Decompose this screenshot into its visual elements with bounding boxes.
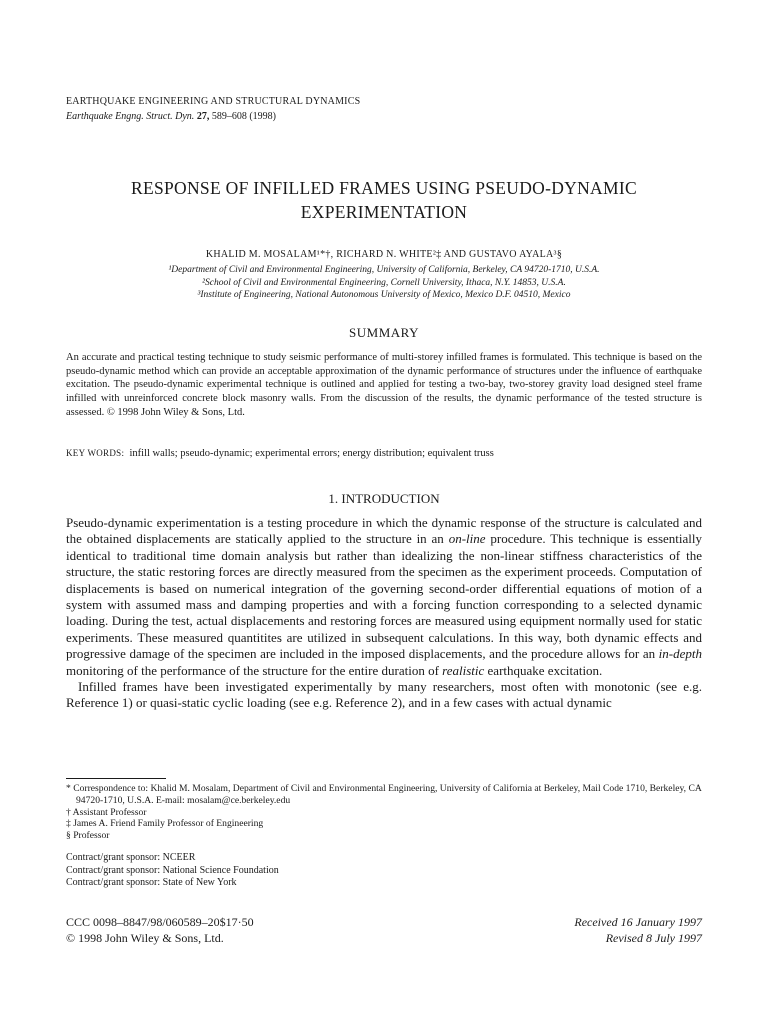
- introduction-body: [66, 515, 702, 712]
- sponsor: Contract/grant sponsor: State of New York: [66, 877, 237, 888]
- keywords-text: infill walls; pseudo-dynamic; experimental errors; energy distribution; equivalent truss: [129, 448, 494, 459]
- revised-date: Revised 8 July 1997: [605, 931, 702, 945]
- received-date: Received 16 January 1997: [574, 915, 702, 929]
- paragraph-text: procedure. This technique is essentially identical to traditional time domain analysis but rather than idealizing the non-linear stiffness characteristics of the structure, the static restoring forces are directly measured from the specimen as the experiment proceeds. Computation of displacements is based on numerical integration of the governing second-order differential equations of motion of a system with assumed mass and damping properties and with a forcing function corresponding to a selected dynamic loading. During the test, actual displacements and restoring forces are measured using equipment normally used for static experiments. These measured quantitites are utilized in subsequent calculations. In this way, both dynamic effects and progressive damage of the specimen are included in the imposed displacements, and the procedure allows for an: [66, 531, 702, 662]
- paper-page: [66, 0, 702, 1024]
- affiliation: ²School of Civil and Environmental Engineering, Cornell University, Ithaca, N.Y. 14853, U.S.A.: [202, 277, 566, 288]
- keywords-label: KEY WORDS:: [66, 448, 125, 458]
- footnotes: [66, 783, 702, 842]
- emphasis-text: on-line: [448, 531, 486, 547]
- ccc-code: CCC 0098–8847/98/060589–20$17·50: [66, 915, 254, 929]
- author-list: KHALID M. MOSALAM¹*†, RICHARD N. WHITE²‡ AND GUSTAVO AYALA³§: [205, 249, 563, 260]
- sponsor: Contract/grant sponsor: National Science Foundation: [66, 864, 279, 876]
- footnote: § Professor: [66, 830, 110, 842]
- footnote: † Assistant Professor: [66, 806, 147, 818]
- paragraph: Infilled frames have been investigated experimentally by many researchers, most often with monotonic (see e.g. Reference 1) or quasi-static cyclic loading (see e.g. Reference 2), and in a few cases with actual dynamic: [66, 679, 702, 711]
- affiliations: [66, 264, 702, 302]
- footnote-divider: [66, 778, 166, 779]
- sponsor-list: [66, 852, 702, 890]
- citation-volume: 27,: [196, 111, 210, 122]
- section-heading-introduction: 1. INTRODUCTION: [328, 491, 440, 506]
- paragraph: [66, 515, 702, 679]
- footnote: ‡ James A. Friend Family Professor of Engineering: [66, 818, 264, 830]
- paragraph-text: earthquake excitation.: [484, 662, 603, 678]
- footnote: * Correspondence to: Khalid M. Mosalam, Department of Civil and Environmental Engineering, University of California at Berkeley, Mail Code 1710, Berkeley, CA 94720-1710, U.S.A. E-mail: mosalam@ce.berkeley.edu: [66, 783, 702, 806]
- affiliation: ³Institute of Engineering, National Autonomous University of Mexico, Mexico D.F. 04510, Mexico: [197, 290, 571, 300]
- sponsor: Contract/grant sponsor: NCEER: [66, 852, 196, 863]
- citation-pages: 589–608 (1998): [211, 111, 276, 122]
- journal-name: EARTHQUAKE ENGINEERING AND STRUCTURAL DYNAMICS: [66, 96, 361, 107]
- paragraph-text: monitoring of the performance of the structure for the entire duration of: [66, 662, 443, 678]
- copyright-notice: © 1998 John Wiley & Sons, Ltd.: [66, 931, 224, 945]
- keywords: [66, 446, 702, 461]
- affiliation: ¹Department of Civil and Environmental Engineering, University of California, Berkeley, CA 94720-1710, U.S.A.: [168, 265, 600, 275]
- paper-title: [66, 176, 702, 224]
- summary-text: An accurate and practical testing technique to study seismic performance of multi-storey infilled frames is formulated. This technique is based on the pseudo-dynamic method which can provide an acceptable approximation of the dynamic performance of structures under the influence of earthquake excitation. The pseudo-dynamic experimental technique is outlined and applied for testing a two-bay, two-storey gravity load designed steel frame infilled with unreinforced concrete block masonry walls. From the discussion of the results, the dynamic performance of the tested structure is assessed. © 1998 John Wiley & Sons, Ltd.: [66, 352, 702, 418]
- citation-journal: Earthquake Engng. Struct. Dyn.: [66, 111, 195, 122]
- summary-heading: SUMMARY: [349, 325, 419, 340]
- emphasis-text: realistic: [442, 662, 485, 678]
- paragraph-text: Pseudo-dynamic experimentation is a testing procedure in which the dynamic response of the structure is calculated and the obtained displacements are statically applied to the structure in an: [66, 515, 702, 547]
- manuscript-dates: [66, 914, 702, 946]
- emphasis-text: in-depth: [658, 646, 702, 662]
- title-line: EXPERIMENTATION: [300, 202, 468, 222]
- title-line: RESPONSE OF INFILLED FRAMES USING PSEUDO-DYNAMIC: [131, 178, 637, 198]
- journal-citation: [66, 110, 702, 124]
